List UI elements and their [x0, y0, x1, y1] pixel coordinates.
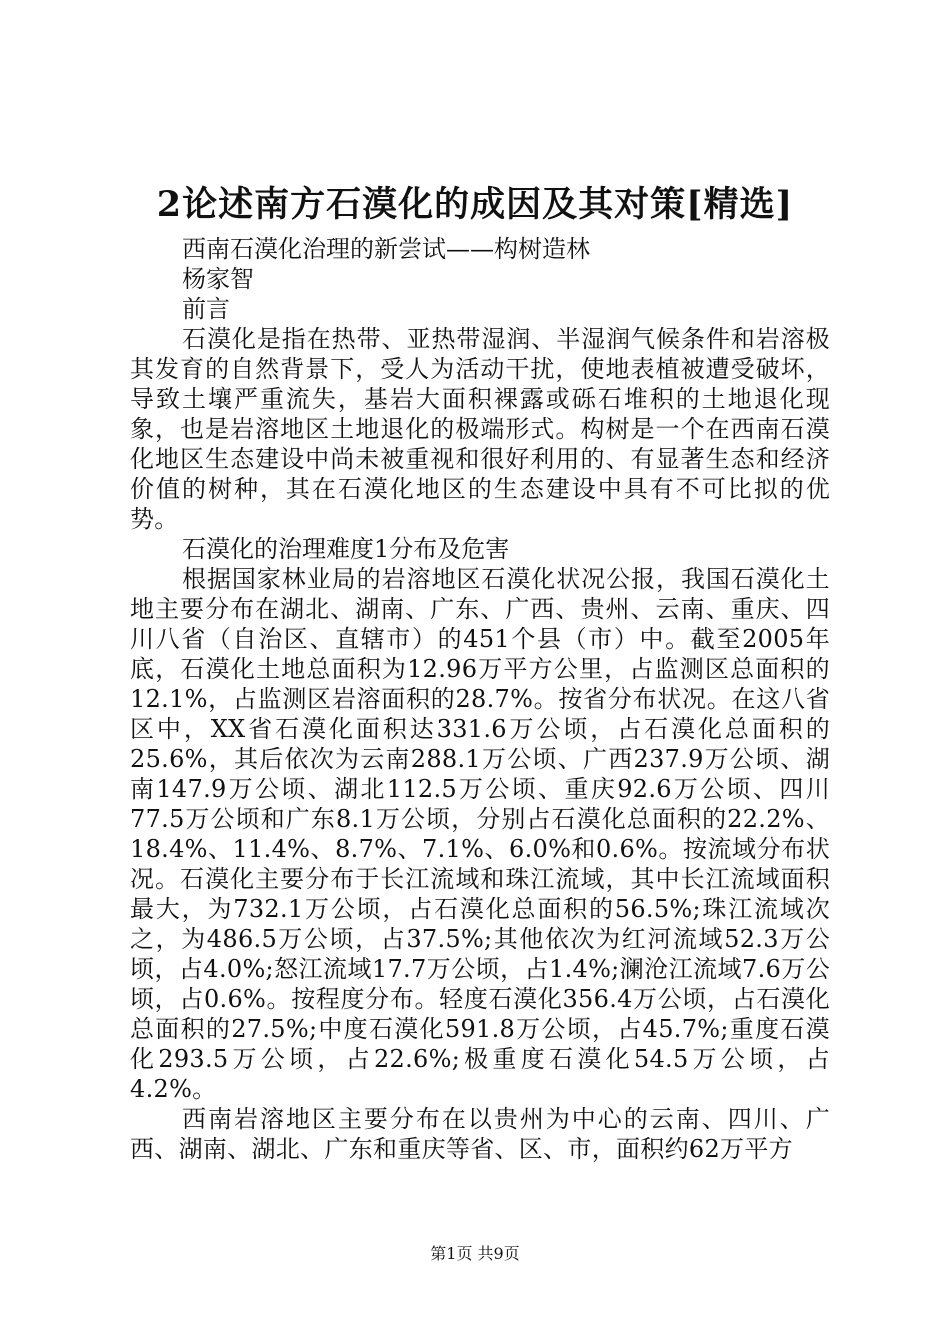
- subtitle: 西南石漠化治理的新尝试——构树造林: [182, 235, 590, 263]
- author: 杨家智: [182, 265, 254, 293]
- section-preface-heading: 前言: [182, 295, 230, 323]
- section-distribution-heading: 石漠化的治理难度1分布及危害: [182, 535, 510, 563]
- paragraph-distribution: 根据国家林业局的岩溶地区石漠化状况公报，我国石漠化土地主要分布在湖北、湖南、广东、广西、贵州、云南、重庆、四川八省（自治区、直辖市）的451个县（市）中。截至2005年底，石漠化土地总面积为12.96万平方公里，占监测区总面积的12.1%，占监测区岩溶面积的28.7%。按省分布状况。在这八省区中，XX省石漠化面积达331.6万公顷，占石漠化总面积的25.6%，其后依次为云南288.1万公顷、广西237.9万公顷、湖南147.9万公顷、湖北112.5万公顷、重庆92.6万公顷、四川77.5万公顷和广东8.1万公顷，分别占石漠化总面积的22.2%、18.4%、11.4%、8.7%、7.1%、6.0%和0.6%。按流域分布状况。石漠化主要分布于长江流域和珠江流域，其中长江流域面积最大，为732.1万公顷，占石漠化总面积的56.5%;珠江流域次之，为486.5万公顷，占37.5%;其他依次为红河流域52.3万公顷，占4.0%;怒江流域17.7万公顷，占1.4%;澜沧江流域7.6万公顷，占0.6%。按程度分布。轻度石漠化356.4万公顷，占石漠化总面积的27.5%;中度石漠化591.8万公顷，占45.7%;重度石漠化293.5万公顷，占22.6%;极重度石漠化54.5万公顷，占4.2%。: [130, 565, 830, 1103]
- paragraph-southwest: 西南岩溶地区主要分布在以贵州为中心的云南、四川、广西、湖南、湖北、广东和重庆等省、区、市，面积约62万平方: [130, 1105, 830, 1163]
- paragraph-definition: 石漠化是指在热带、亚热带湿润、半湿润气候条件和岩溶极其发育的自然背景下，受人为活动干扰，使地表植被遭受破坏，导致土壤严重流失，基岩大面积裸露或砾石堆积的土地退化现象，也是岩溶地区土地退化的极端形式。构树是一个在西南石漠化地区生态建设中尚未被重视和很好利用的、有显著生态和经济价值的树种，其在石漠化地区的生态建设中具有不可比拟的优势。: [130, 325, 830, 533]
- document-title: 2论述南方石漠化的成因及其对策[精选]: [156, 184, 794, 225]
- document-body: [130, 234, 830, 1164]
- page-footer: 第1页 共9页: [430, 1244, 520, 1263]
